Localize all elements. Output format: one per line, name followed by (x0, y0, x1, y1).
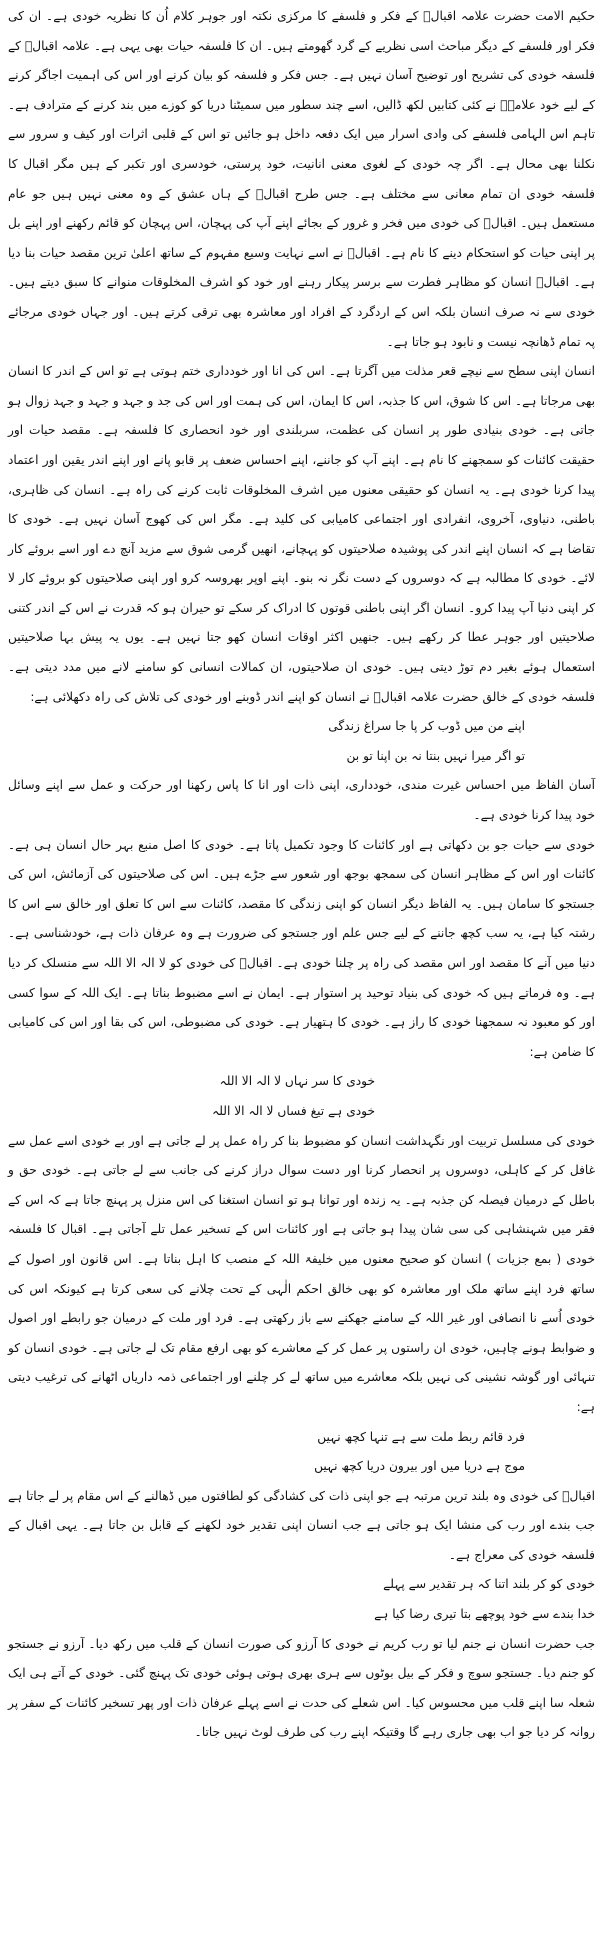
verse-line: موج ہے دریا میں اور بیرون دریا کچھ نہیں (314, 1459, 525, 1474)
paragraph-tauheed: خودی سے حیات جو بن دکھاتی ہے اور کائنات کا وجود تکمیل پاتا ہے۔ خودی کا اصل منبع بہر حال انسان ہی ہے۔ کائنات اور اس کے مظاہر انسان کی سمجھ بوجھ اور شعور سے جڑے ہیں۔ اس کی صلاحیتوں کی آزمائش، اس کی جستجو کا سامان ہیں۔ یہ الفاظ دیگر انسان کو اپنی زندگی کا مقصد، کائنات سے اس کا تعلق اور خالق سے اس کا رشتہ کیا ہے، یہ سب کچھ جاننے کے لیے جس علم اور جستجو کی ضرورت ہے وہ عرفان ذات ہے، خودشناسی ہے۔ دنیا میں آنے کا مقصد اور اس مقصد کی راہ پر چلنا خودی ہے۔ اقبالؒ کی خودی کو لا الہ الا اللہ سے منسلک کر دیا ہے۔ وہ فرماتے ہیں کہ خودی کی بنیاد توحید پر استوار ہے۔ ایمان نے اسے مضبوط بناتا ہے۔ ایک اللہ کے سوا کسی اور کو معبود نہ سمجھنا خودی کا راز ہے۔ خودی کا ہتھیار ہے۔ خودی کی مضبوطی، اس کی بقا اور اس کی کامیابی کا ضامن ہے: (8, 837, 595, 1059)
verse-line: خودی کو کر بلند اتنا کہ ہر تقدیر سے پہلے (383, 1577, 595, 1592)
verse-line: خودی کا سر نہاں لا الہ الا اللہ (219, 1074, 375, 1089)
verse-line: اپنے من میں ڈوب کر پا جا سراغ زندگی (328, 719, 525, 734)
paragraph-definition: آسان الفاظ میں احساس غیرت مندی، خودداری، اپنی ذات اور انا کا پاس رکھنا اور حرکت و عمل سے اپنے وسائل خود پیدا کرنا خودی ہے۔ (8, 778, 595, 823)
paragraph-society: خودی کی مسلسل تربیت اور نگہداشت انسان کو مضبوط بنا کر راہ عمل پر لے جاتی ہے اور بے خودی اسے عمل سے غافل کر کے کاہلی، دوسروں پر انحصار کرنا اور دست سوال دراز کرنے کی جانب سے لے جاتی ہے۔ خودی حق و باطل کے درمیان فیصلہ کن جذبہ ہے۔ یہ زندہ اور توانا ہو تو انسان استغنا کی اس منزل پر پہنچ جاتا ہے کہ اس کے فقر میں شہنشاہی کی سی شان پیدا ہو جاتی ہے اور کائنات اس کے تسخیر عمل تلے آجاتی ہے۔ اقبال کا فلسفہ خودی ( بمع جزیات ) انسان کو صحیح معنوں میں خلیفۃ اللہ کے منصب کا اہل بناتا ہے۔ اس قانون اور اصول کے ساتھ فرد اپنے ساتھ ملک اور معاشرہ کو بھی خالق احکم الٰہی کے تحت چلانے کی سعی کرتا ہے کیونکہ اس کی خودی اُسے نا انصافی اور غیر اللہ کے سامنے جھکنے سے باز رکھتی ہے۔ فرد اور ملت کے درمیان جو رابطے اور اصول و ضوابط ہونے چاہیں، خودی ان راستوں پر عمل کر کے معاشرے کو بھی ارفع مقام تک لے جاتی ہے۔ خودی انسان کو تنہائی اور گوشہ نشینی کی نہیں بلکہ معاشرے میں ساتھ لے کر چلنے اور اجتماعی ذمہ داریاں اٹھانے کی ترغیب دیتی ہے: (8, 1133, 595, 1414)
paragraph-conclusion: جب حضرت انسان نے جنم لیا تو رب کریم نے خودی کا آرزو کی صورت انسان کے قلب میں رکھ دیا۔ آرزو نے جستجو کو جنم دیا۔ جستجو سوچ و فکر کے بیل بوٹوں سے ہری بھری ہوتی ہوئی خودی تک پہنچ گئی۔ خودی کے آتے ہی ایک شعلہ سا اپنے قلب میں محسوس کیا۔ اس شعلے کی حدت نے اسے پہلے عرفان ذات اور پھر تسخیر کائنات کے سفر پر روانہ کر دیا جو اب بھی جاری رہے گا وقتیکہ اپنے رب کی طرف لوٹ نہیں جاتا۔ (8, 1636, 595, 1740)
verse-line: خودی ہے تیغ فساں لا الہ الا اللہ (212, 1103, 375, 1118)
verse-line: فرد قائم ربط ملت سے ہے تنہا کچھ نہیں (317, 1429, 525, 1444)
verse-line: خدا بندے سے خود پوچھے بتا تیری رضا کیا ہے (374, 1607, 595, 1622)
verse-line: تو اگر میرا نہیں بنتا نہ بن اپنا تو بن (346, 748, 525, 763)
paragraph-pinnacle: اقبالؒ کی خودی وہ بلند ترین مرتبہ ہے جو اپنی ذات کی کشادگی کو لطافتوں میں ڈھالنے کے اس مقام پر لے جاتا ہے جب بندے اور رب کی منشا ایک ہو جاتی ہے جب انسان اپنی تقدیر خود لکھنے کے قابل بن جاتا ہے۔ یہی اقبال کے فلسفہ خودی کی معراج ہے۔ (8, 1488, 595, 1562)
paragraph-self-decline: انسان اپنی سطح سے نیچے قعر مذلت میں آگرتا ہے۔ اس کی انا اور خودداری ختم ہوتی ہے تو اس کے اندر کا انسان بھی مرجاتا ہے۔ اس کا شوق، اس کا جذبہ، اس کا ایمان، اس کی ہمت اور اس کی جد و جہد و جہد و جہد زوال ہو جاتی ہے۔ خودی بنیادی طور پر انسان کی عظمت، سربلندی اور خود انحصاری کا فلسفہ ہے۔ مقصد حیات اور حقیقت کائنات کو سمجھنے کا نام ہے۔ اپنے آپ کو جاننے، اپنے احساس ضعف پر قابو پانے اور اپنے اندر یقین اور اعتماد پیدا کرنا خودی ہے۔ یہ انسان کو حقیقی معنوں میں اشرف المخلوقات ثابت کرنے کی راہ ہے۔ انسان کی ظاہری، باطنی، دنیاوی، آخروی، انفرادی اور اجتماعی کامیابی کی کلید ہے۔ مگر اس کی کھوج آسان نہیں ہے۔ خودی کا تقاضا ہے کہ انسان اپنے اندر کی پوشیدہ صلاحیتوں کو پہچانے، انھیں گرمی شوق سے مزید آنچ دے اور اسے بروئے کار لائے۔ خودی کا مطالبہ ہے کہ دوسروں کے دست نگر نہ بنو۔ اپنے اوپر بھروسہ کرو اور اپنی صلاحیتوں کو بروئے کار لا کر اپنی دنیا آپ پیدا کرو۔ انسان اگر اپنی باطنی قوتوں کا ادراک کر سکے تو حیران ہو کہ قدرت نے اس کے اندر کتنی صلاحیتیں اور جوہر عطا کر رکھے ہیں۔ جنھیں اکثر اوقات انسان کھو جتا نہیں ہے۔ یوں یہ پیش بہا صلاحیتیں استعمال ہوئے بغیر دم توڑ دیتی ہیں۔ خودی ان صلاحیتوں، ان کمالات انسانی کو سامنے لانے میں مدد دیتی ہے۔ فلسفہ خودی کے خالق حضرت علامہ اقبالؒ نے انسان کو اپنے اندر ڈوبنے اور خودی کی تلاش کی راہ دکھلائی ہے: (8, 364, 595, 704)
paragraph-intro: حکیم الامت حضرت علامہ اقبالؒ کے فکر و فلسفے کا مرکزی نکتہ اور جوہر کلام اُن کا نظریہ خودی ہے۔ ان کی فکر اور فلسفے کے دیگر مباحث اسی نظریے کے گرد گھومتے ہیں۔ ان کا فلسفہ حیات بھی یہی ہے۔ علامہ اقبالؒ کے فلسفہ خودی کی تشریح اور توضیح آسان نہیں ہے۔ جس فکر و فلسفہ کو بیان کرنے اور اس کی اہمیت اجاگر کرنے کے لیے خود علامہؒ نے کئی کتابیں لکھ ڈالیں، اسے چند سطور میں سمیٹنا دریا کو کوزے میں بند کرنے کے مترادف ہے۔ تاہم اس الہامی فلسفے کی وادی اسرار میں ایک دفعہ داخل ہو جائیں تو اس کے قلبی اثرات اور کیف و سرور سے نکلنا بھی محال ہے۔ اگر چہ خودی کے لغوی معنی انانیت، خود پرستی، خودسری اور تکبر کے ہیں مگر اقبال کا فلسفہ خودی ان تمام معانی سے مختلف ہے۔ جس طرح اقبالؒ کے ہاں عشق کے وہ معنی نہیں ہیں جو عام مستعمل ہیں۔ اقبالؒ کی خودی میں فخر و غرور کے بجائے اپنے آپ کی پہچان، اس پہچان کو قائم رکھنے اور اپنے بل پر اپنی حیات کو استحکام دینے کا نام ہے۔ اقبالؒ نے اسے نہایت وسیع مفہوم کے ساتھ اعلیٰ ترین مقصد حیات بنا دیا ہے۔ اقبالؒ انسان کو مظاہر فطرت سے برسر پیکار رہنے اور خود کو اشرف المخلوقات منوانے کا سبق دیتے ہیں۔ خودی سے نہ صرف انسان بلکہ اس کے اردگرد کے افراد اور معاشرہ بھی ترقی کرتے ہیں۔ اور جہاں خودی مرجائے پہ تمام ڈھانچہ نیست و نابود ہو جاتا ہے۔ (8, 9, 595, 349)
